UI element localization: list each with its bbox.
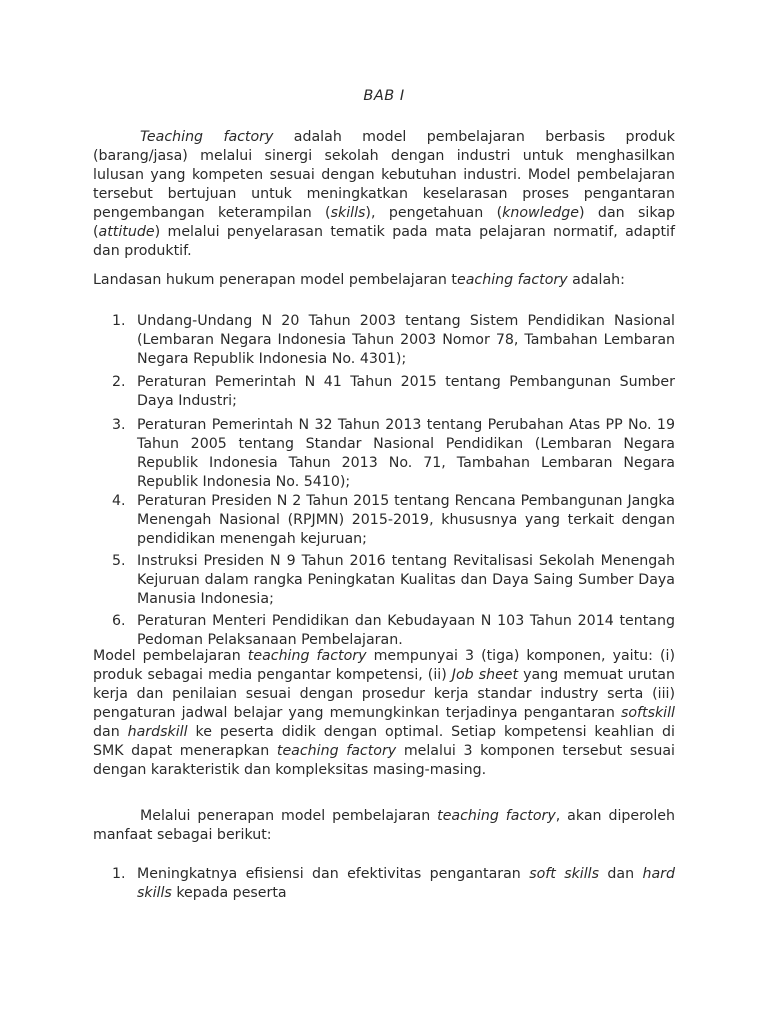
list-item: 2. Peraturan Pemerintah N 41 Tahun 2015 tentang Pembangunan Sumber Daya Industri;	[112, 374, 675, 409]
list-item: 1. Undang-Undang N 20 Tahun 2003 tentang Sistem Pendidikan Nasional (Lembaran Negara Indonesia Tahun 2003 Nomor 78, Tambahan Lembaran Negara Republik Indonesia No. 4301);	[112, 313, 675, 367]
paragraph-components: Model pembelajaran teaching factory mempunyai 3 (tiga) komponen, yaitu: (i) produk sebagai media pengantar kompetensi, (ii) Job sheet yang memuat urutan kerja dan penilaian sesuai dengan prosedur kerja standar industry serta (iii) pengaturan jadwal belajar yang memungkinkan terjadinya pengantaran softskill dan hardskill ke peserta didik dengan optimal. Setiap kompetensi keahlian di SMK dapat menerapkan teaching factory melalui 3 komponen tersebut sesuai dengan karakteristik dan kompleksitas masing-masing.	[93, 648, 675, 778]
list-item: 6. Peraturan Menteri Pendidikan dan Kebudayaan N 103 Tahun 2014 tentang Pedoman Pelaksanaan Pembelajaran.	[112, 613, 675, 648]
list-item: 5. Instruksi Presiden N 9 Tahun 2016 tentang Revitalisasi Sekolah Menengah Kejuruan dalam rangka Peningkatan Kualitas dan Daya Saing Sumber Daya Manusia Indonesia;	[112, 553, 675, 607]
paragraph-legal-basis: Landasan hukum penerapan model pembelajaran teaching factory adalah:	[93, 272, 625, 288]
chapter-title: BAB I	[363, 88, 405, 104]
paragraph-intro: Teaching factory adalah model pembelajaran berbasis produk (barang/jasa) melalui sinergi sekolah dengan industri untuk menghasilkan lulusan yang kompeten sesuai dengan kebutuhan industri. Model pembelajaran tersebut bertujuan untuk meningkatkan keselarasan proses pengantaran pengembangan keterampilan (skills), pengetahuan (knowledge) dan sikap (attitude) melalui penyelarasan tematik pada mata pelajaran normatif, adaptif dan produktif.	[93, 129, 675, 259]
paragraph-benefits: Melalui penerapan model pembelajaran teaching factory, akan diperoleh manfaat sebagai berikut:	[93, 808, 675, 843]
list-item: 1. Meningkatnya efisiensi dan efektivitas pengantaran soft skills dan hard skills kepada peserta	[112, 866, 676, 901]
list-item: 3. Peraturan Pemerintah N 32 Tahun 2013 tentang Perubahan Atas PP No. 19 Tahun 2005 tentang Standar Nasional Pendidikan (Lembaran Negara Republik Indonesia Tahun 2013 No. 71, Tambahan Lembaran Negara Republik Indonesia No. 5410);	[112, 417, 675, 490]
term-teaching-factory: Teaching factory	[140, 129, 274, 145]
list-item: 4. Peraturan Presiden N 2 Tahun 2015 tentang Rencana Pembangunan Jangka Menengah Nasional (RPJMN) 2015-2019, khususnya yang terkait dengan pendidikan menengah kejuruan;	[112, 493, 675, 547]
